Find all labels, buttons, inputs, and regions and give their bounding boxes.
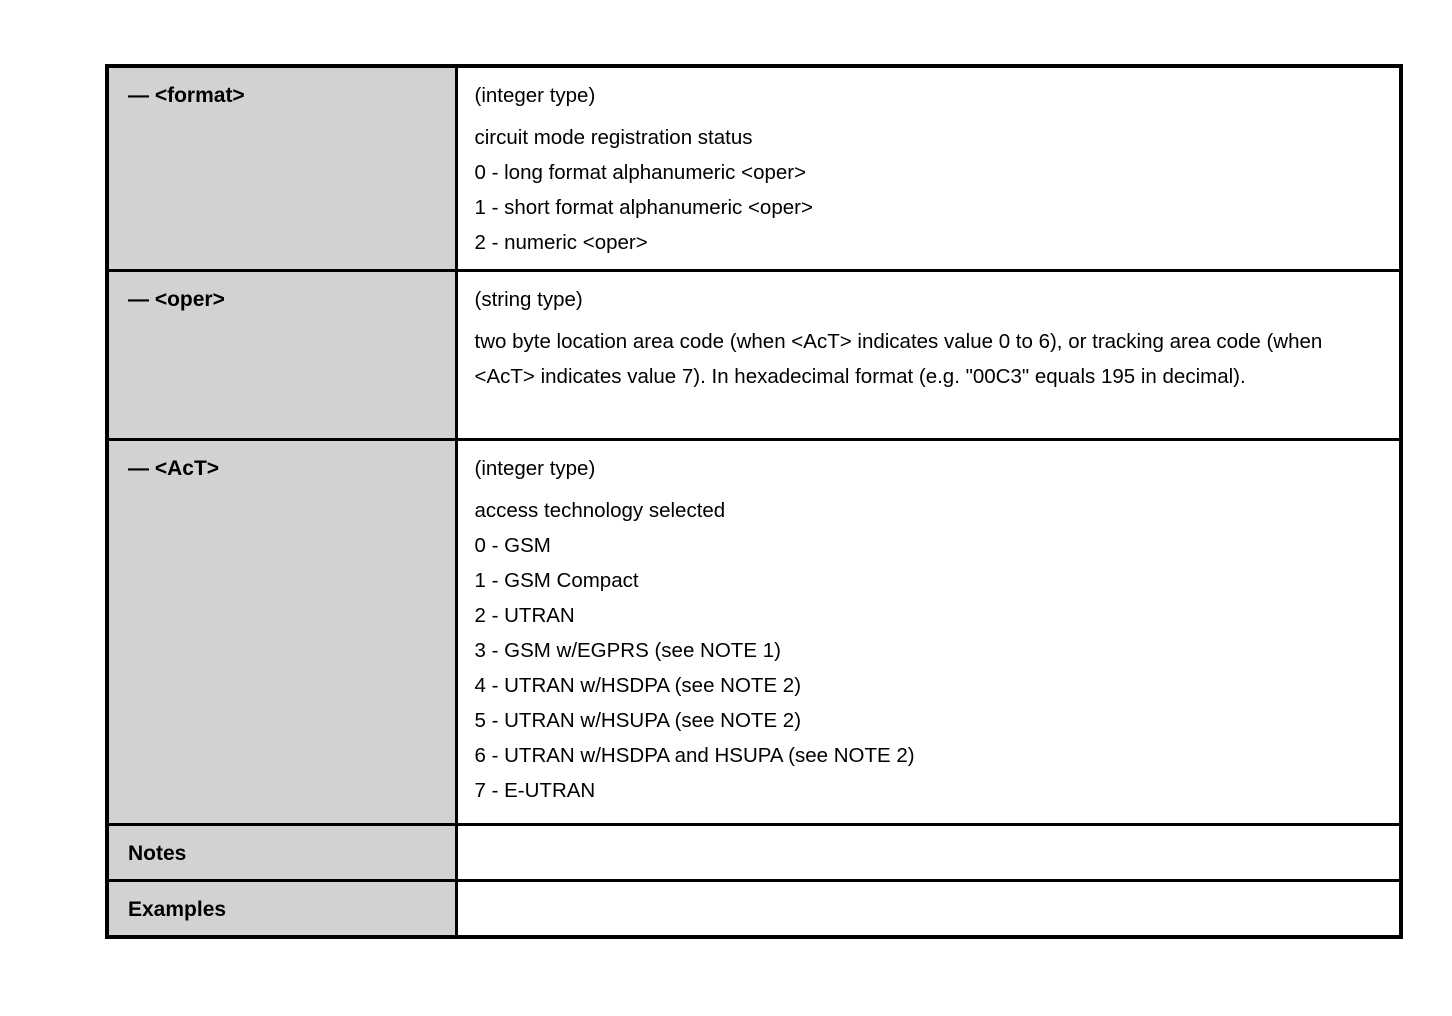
value-line: 6 - UTRAN w/HSDPA and HSUPA (see NOTE 2)	[474, 743, 915, 767]
param-name-cell	[107, 270, 456, 439]
value-line: 1 - GSM Compact	[474, 568, 639, 592]
param-value-cell	[456, 880, 1401, 937]
param-name-cell	[107, 824, 456, 880]
value-line: 3 - GSM w/EGPRS (see NOTE 1)	[474, 638, 781, 662]
param-name-cell	[107, 439, 456, 824]
value-line: 2 - UTRAN	[474, 603, 575, 627]
param-name-cell	[107, 66, 456, 270]
param-value-cell	[456, 439, 1401, 824]
value-line: 0 - long format alphanumeric <oper>	[474, 161, 807, 184]
value-line: 7 - E-UTRAN	[474, 778, 596, 802]
param-name: — <AcT>	[128, 456, 220, 480]
type-line: (integer type)	[474, 456, 596, 480]
param-name: Notes	[128, 841, 187, 865]
parameter-table-body	[107, 66, 1401, 937]
table-row	[107, 66, 1401, 270]
value-line: 0 - GSM	[474, 533, 551, 557]
value-lines	[475, 493, 1360, 808]
param-value-cell	[456, 824, 1401, 880]
value-line: two byte location area code (when <AcT> indicates value 0 to 6), or tracking area code (when <AcT> indicates value 7). In hexadecimal format (e.g. "00C3" equals 195 in decimal).	[474, 329, 1323, 388]
table-row	[107, 824, 1401, 880]
value-line: 2 - numeric <oper>	[474, 231, 648, 254]
param-name: Examples	[128, 897, 227, 921]
table-row	[107, 439, 1401, 824]
value-line: access technology selected	[474, 498, 726, 522]
value-line: 5 - UTRAN w/HSUPA (see NOTE 2)	[474, 708, 802, 732]
param-name: — <oper>	[128, 287, 225, 311]
table-row	[107, 270, 1401, 439]
value-lines	[475, 120, 1360, 260]
table-row	[107, 880, 1401, 937]
value-lines	[475, 324, 1360, 394]
parameter-table	[105, 64, 1403, 939]
value-line: circuit mode registration status	[474, 126, 753, 149]
param-value-cell	[456, 66, 1401, 270]
type-line: (string type)	[474, 287, 583, 311]
value-line: 4 - UTRAN w/HSDPA (see NOTE 2)	[474, 673, 802, 697]
param-name-cell	[107, 880, 456, 937]
type-line: (integer type)	[474, 84, 596, 107]
value-line: 1 - short format alphanumeric <oper>	[474, 196, 813, 219]
param-value-cell	[456, 270, 1401, 439]
param-name: — <format>	[128, 84, 245, 107]
